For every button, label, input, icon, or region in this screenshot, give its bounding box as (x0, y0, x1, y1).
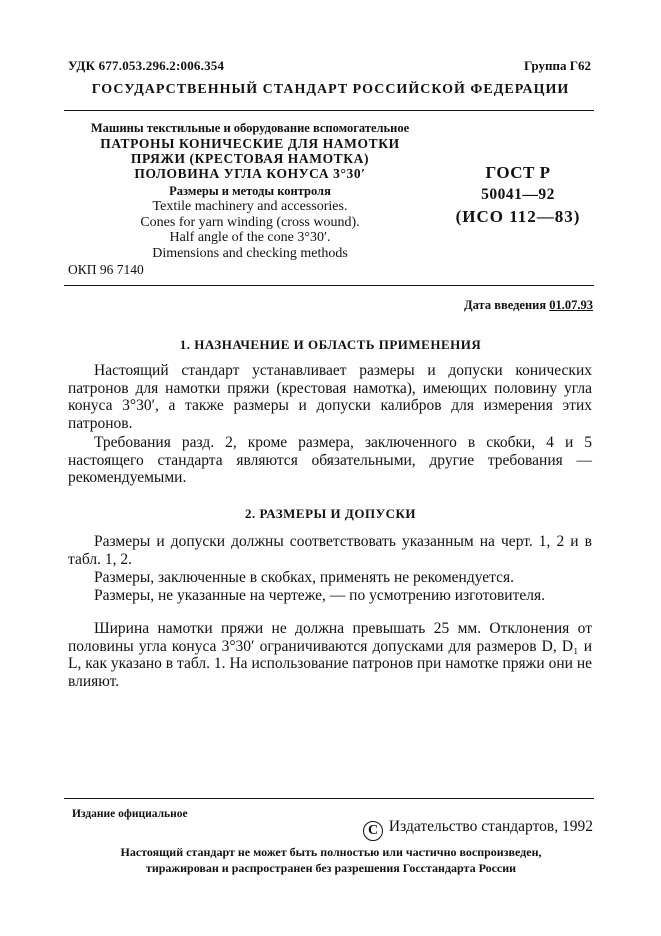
english-line-4: Dimensions and checking methods (152, 245, 348, 261)
gost-label: ГОСТ Р (485, 163, 551, 182)
okp-code: ОКП 96 7140 (68, 262, 144, 277)
section-1-heading: 1. НАЗНАЧЕНИЕ И ОБЛАСТЬ ПРИМЕНЕНИЯ (179, 337, 482, 352)
paragraph-text: Ширина намотки пряжи не должна превышать 25 мм. Отклонения от половины угла конуса 3°30′ ограничиваются допусками для размеров D, D₁ и L, как указано в табл. 1. На использование патронов при намотке пряжи они не влияют. (68, 620, 592, 690)
header-divider (64, 285, 594, 286)
english-line-2: Cones for yarn winding (cross wound). (140, 214, 360, 230)
english-line-3: Half angle of the cone 3°30′. (169, 230, 331, 245)
edition-label: Издание официальное (72, 808, 188, 820)
title-block (64, 121, 436, 261)
notice-line-2: тиражирован и распространен без разрешения Госстандарта России (145, 861, 517, 875)
date-label: Дата введения (464, 298, 547, 312)
iso-reference: (ИСО 112—83) (455, 207, 581, 226)
gost-designation (438, 162, 598, 228)
title-line-1: ПАТРОНЫ КОНИЧЕСКИЕ ДЛЯ НАМОТКИ (100, 136, 400, 151)
date-value: 01.07.93 (549, 298, 593, 312)
section-2-paragraph-2 (68, 569, 592, 587)
section-1-paragraph-2 (68, 434, 592, 487)
paragraph-text: Размеры, не указанные на чертеже, — по усмотрению изготовителя. (94, 587, 545, 604)
category-line: Машины текстильные и оборудование вспомогательное (90, 121, 410, 135)
copyright-icon: C (363, 821, 383, 841)
section-2-paragraph-3 (68, 587, 592, 605)
reproduction-notice (64, 844, 598, 876)
state-standard-heading: ГОСУДАРСТВЕННЫЙ СТАНДАРТ РОССИЙСКОЙ ФЕДЕРАЦИИ (91, 82, 570, 97)
publisher-text: Издательство стандартов, 1992 (388, 818, 593, 835)
paragraph-text: Размеры, заключенные в скобках, применять не рекомендуется. (94, 569, 515, 586)
subtitle: Размеры и методы контроля (169, 184, 331, 198)
notice-line-1: Настоящий стандарт не может быть полностью или частично воспроизведен, (120, 845, 542, 859)
english-line-1: Textile machinery and accessories. (152, 199, 348, 214)
title-line-3: ПОЛОВИНА УГЛА КОНУСА 3°30′ (134, 166, 366, 181)
gost-number: 50041—92 (481, 186, 555, 203)
publisher-line (363, 818, 593, 841)
title-line-2: ПРЯЖИ (КРЕСТОВАЯ НАМОТКА) (130, 151, 370, 166)
section-2-heading: 2. РАЗМЕРЫ И ДОПУСКИ (244, 506, 417, 521)
footer-divider (64, 798, 594, 799)
paragraph-text: Размеры и допуски должны соответствовать указанным на черт. 1, 2 и в табл. 1, 2. (68, 533, 592, 568)
paragraph-text: Настоящий стандарт устанавливает размеры и допуски конических патронов для намотки пряжи (крестовая намотка), имеющих половину угла конуса 3°30′, а также размеры и допуски калибров для измерения этих патронов. (68, 362, 592, 432)
top-divider (64, 110, 594, 111)
group-code: Группа Г62 (523, 58, 591, 73)
section-2-paragraph-4 (68, 620, 592, 690)
paragraph-text: Требования разд. 2, кроме размера, заключенного в скобки, 4 и 5 настоящего стандарта являются обязательными, другие требования — рекомендуемыми. (68, 434, 592, 486)
section-1-paragraph-1 (68, 362, 592, 432)
udk-code: УДК 677.053.296.2:006.354 (68, 58, 225, 73)
section-2-paragraph-1 (68, 533, 592, 568)
english-title (64, 199, 436, 261)
introduction-date (464, 298, 593, 313)
